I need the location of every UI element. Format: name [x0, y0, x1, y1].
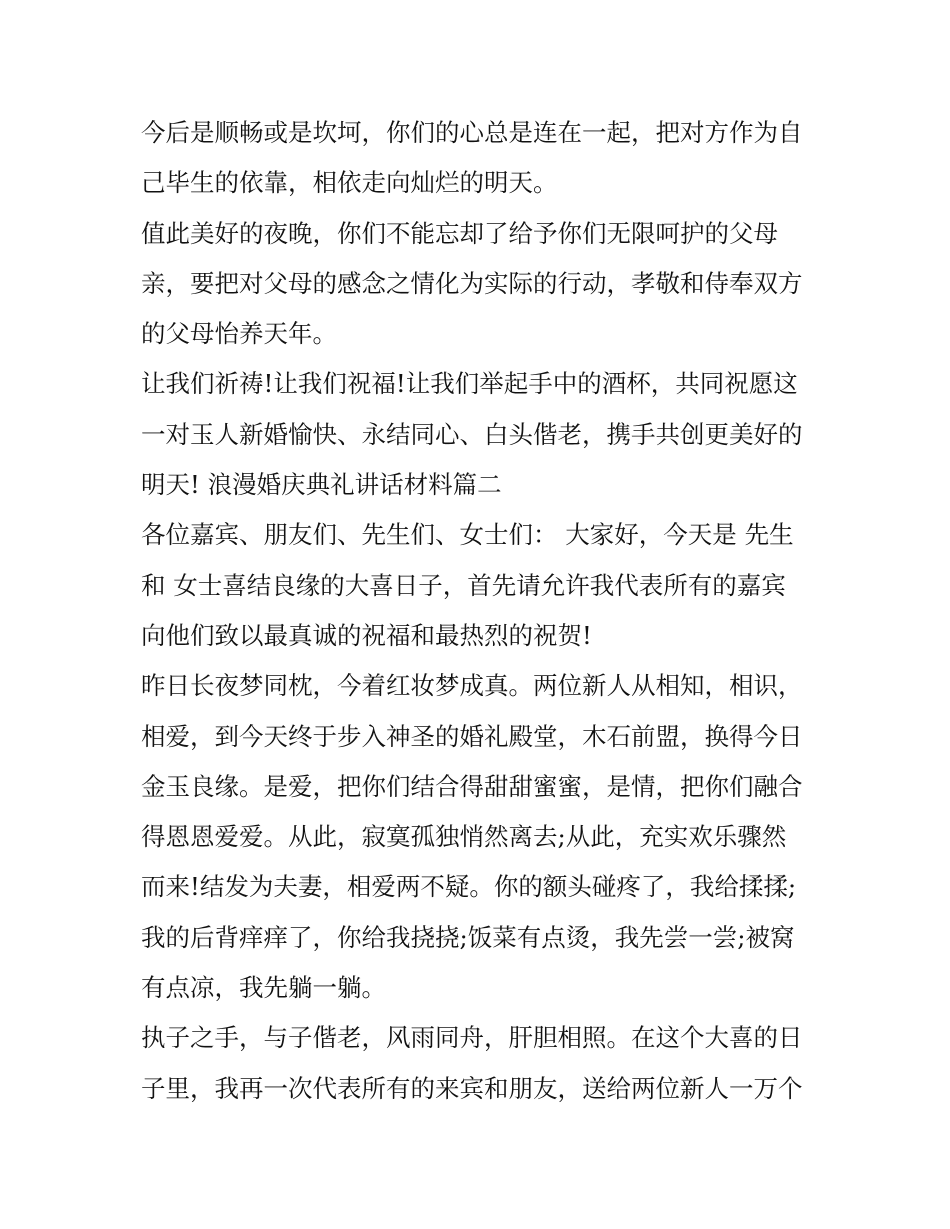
text-line: 值此美好的夜晚，你们不能忘却了给予你们无限呵护的父母 — [141, 218, 778, 248]
text-line: 子里，我再一次代表所有的来宾和朋友，送给两位新人一万个 — [141, 1073, 803, 1103]
text-line: 今后是顺畅或是坎坷，你们的心总是连在一起，把对方作为自 — [141, 118, 803, 147]
text-line: 而来!结发为夫妻，相爱两不疑。你的额头碰疼了，我给揉揉; — [141, 872, 797, 902]
text-line: 亲，要把对父母的感念之情化为实际的行动，孝敬和侍奉双方 — [141, 268, 803, 298]
text-line: 让我们祈祷!让我们祝福!让我们举起手中的酒杯，共同祝愿这 — [141, 369, 798, 399]
text-line: 各位嘉宾、朋友们、先生们、女士们： 大家好，今天是 先生 — [141, 520, 794, 550]
document-body — [141, 108, 821, 1114]
text-line: 执子之手，与子偕老，风雨同舟，肝胆相照。在这个大喜的日 — [141, 1023, 803, 1053]
text-line: 我的后背痒痒了，你给我挠挠;饭菜有点烫，我先尝一尝;被窝 — [141, 922, 795, 952]
text-line: 明天! 浪漫婚庆典礼讲话材料篇二 — [141, 470, 502, 500]
text-line: 的父母怡养天年。 — [141, 319, 337, 349]
text-line: 金玉良缘。是爱，把你们结合得甜甜蜜蜜，是情，把你们融合 — [141, 771, 803, 801]
text-line: 一对玉人新婚愉快、永结同心、白头偕老，携手共创更美好的 — [141, 419, 803, 449]
text-line: 向他们致以最真诚的祝福和最热烈的祝贺! — [141, 620, 592, 650]
text-line: 有点凉，我先躺一躺。 — [141, 973, 386, 1003]
text-line: 昨日长夜梦同枕，今着红妆梦成真。两位新人从相知，相识， — [141, 671, 803, 701]
text-line: 相爱，到今天终于步入神圣的婚礼殿堂，木石前盟，换得今日 — [141, 721, 803, 751]
text-line: 得恩恩爱爱。从此，寂寞孤独悄然离去;从此，充实欢乐骤然 — [141, 822, 787, 852]
text-line: 己毕生的依靠，相依走向灿烂的明天。 — [141, 168, 558, 198]
text-line: 和 女士喜结良缘的大喜日子，首先请允许我代表所有的嘉宾 — [141, 570, 786, 600]
